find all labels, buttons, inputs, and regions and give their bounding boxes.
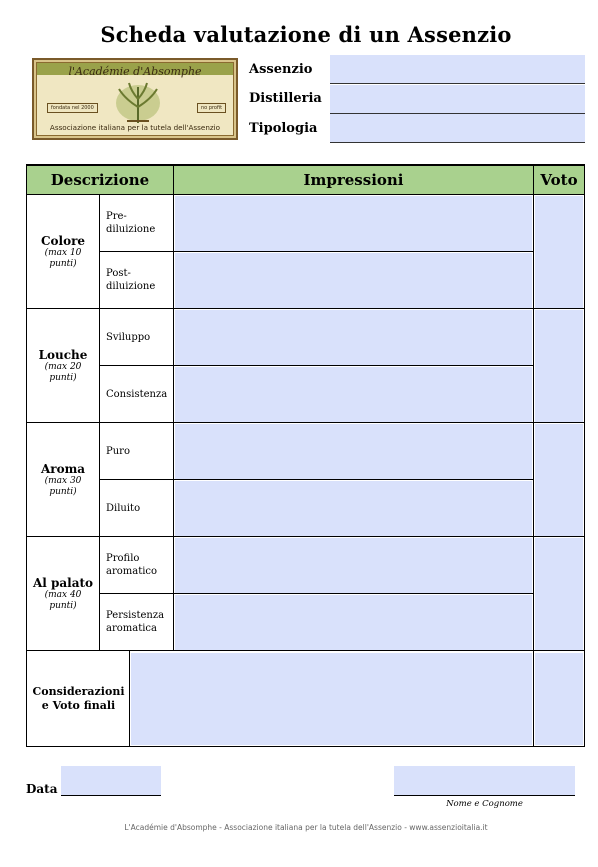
voto-field-finale[interactable] <box>535 653 583 745</box>
sub-label-consistenza: Consistenza <box>106 388 168 400</box>
signature-field[interactable] <box>394 766 575 796</box>
final-considerations-field[interactable] <box>131 653 532 745</box>
logo-noprofit-tag: no profit <box>197 103 226 113</box>
sub-label-diluito: Diluito <box>106 502 141 514</box>
category-palato <box>28 537 98 650</box>
impression-field-aroma-puro[interactable] <box>175 424 532 479</box>
distilleria-label: Distilleria <box>249 91 322 106</box>
voto-field-colore[interactable] <box>535 196 583 308</box>
col-header-impressioni: Impressioni <box>303 170 404 189</box>
impression-field-louche-consistenza[interactable] <box>175 367 532 422</box>
final-considerations-label: Considerazioni e Voto finali <box>32 684 125 712</box>
assenzio-field[interactable] <box>330 55 585 84</box>
col-header-descrizione: Descrizione <box>50 170 150 189</box>
category-louche <box>28 309 98 422</box>
page-title: Scheda valutazione di un Assenzio <box>100 22 512 47</box>
signature-caption: Nome e Cognome <box>446 799 523 809</box>
logo-motto: Associazione italiana per la tutela dell'Assenzio <box>49 123 221 132</box>
sub-label-profilo-aromatico: Profilo aromatico <box>106 553 158 577</box>
category-name: Aroma <box>40 461 86 476</box>
category-name: Al palato <box>32 575 94 590</box>
voto-field-aroma[interactable] <box>535 424 583 536</box>
assenzio-label: Assenzio <box>249 62 313 77</box>
category-note: (max 20 punti) <box>44 361 82 383</box>
category-name: Colore <box>40 233 86 248</box>
wormwood-plant-icon <box>107 77 169 125</box>
sub-label-pre-diluizione: Pre-diluizione <box>106 211 156 235</box>
distilleria-field[interactable] <box>330 85 585 114</box>
col-header-voto: Voto <box>540 170 578 189</box>
sub-label-puro: Puro <box>106 445 130 457</box>
tipologia-field[interactable] <box>330 114 585 143</box>
category-note: (max 30 punti) <box>44 475 82 497</box>
date-label: Data <box>26 782 58 796</box>
sub-label-persistenza-aromatica: Persistenza aromatica <box>106 610 165 634</box>
impression-field-colore-pre[interactable] <box>175 196 532 251</box>
voto-field-louche[interactable] <box>535 310 583 422</box>
impression-field-colore-post[interactable] <box>175 253 532 308</box>
category-note: (max 40 punti) <box>44 589 82 611</box>
impression-field-louche-sviluppo[interactable] <box>175 310 532 365</box>
category-colore <box>28 195 98 308</box>
logo-founded-tag: fondata nel 2000 <box>47 103 98 113</box>
impression-field-aroma-diluito[interactable] <box>175 481 532 536</box>
sub-label-sviluppo: Sviluppo <box>106 331 151 343</box>
category-name: Louche <box>38 347 88 362</box>
tipologia-label: Tipologia <box>249 121 318 136</box>
academie-logo <box>32 58 238 140</box>
logo-brand-text: l'Académie d'Absomphe <box>68 65 202 78</box>
impression-field-palato-persistenza[interactable] <box>175 595 532 650</box>
page-footer: L'Académie d'Absomphe - Associazione italiana per la tutela dell'Assenzio - www.assenzioitalia.it <box>124 823 488 832</box>
category-note: (max 10 punti) <box>44 247 82 269</box>
voto-field-palato[interactable] <box>535 538 583 650</box>
impression-field-palato-profilo[interactable] <box>175 538 532 593</box>
category-aroma <box>28 423 98 536</box>
date-field[interactable] <box>61 766 161 796</box>
sub-label-post-diluizione: Post-diluizione <box>106 268 156 292</box>
